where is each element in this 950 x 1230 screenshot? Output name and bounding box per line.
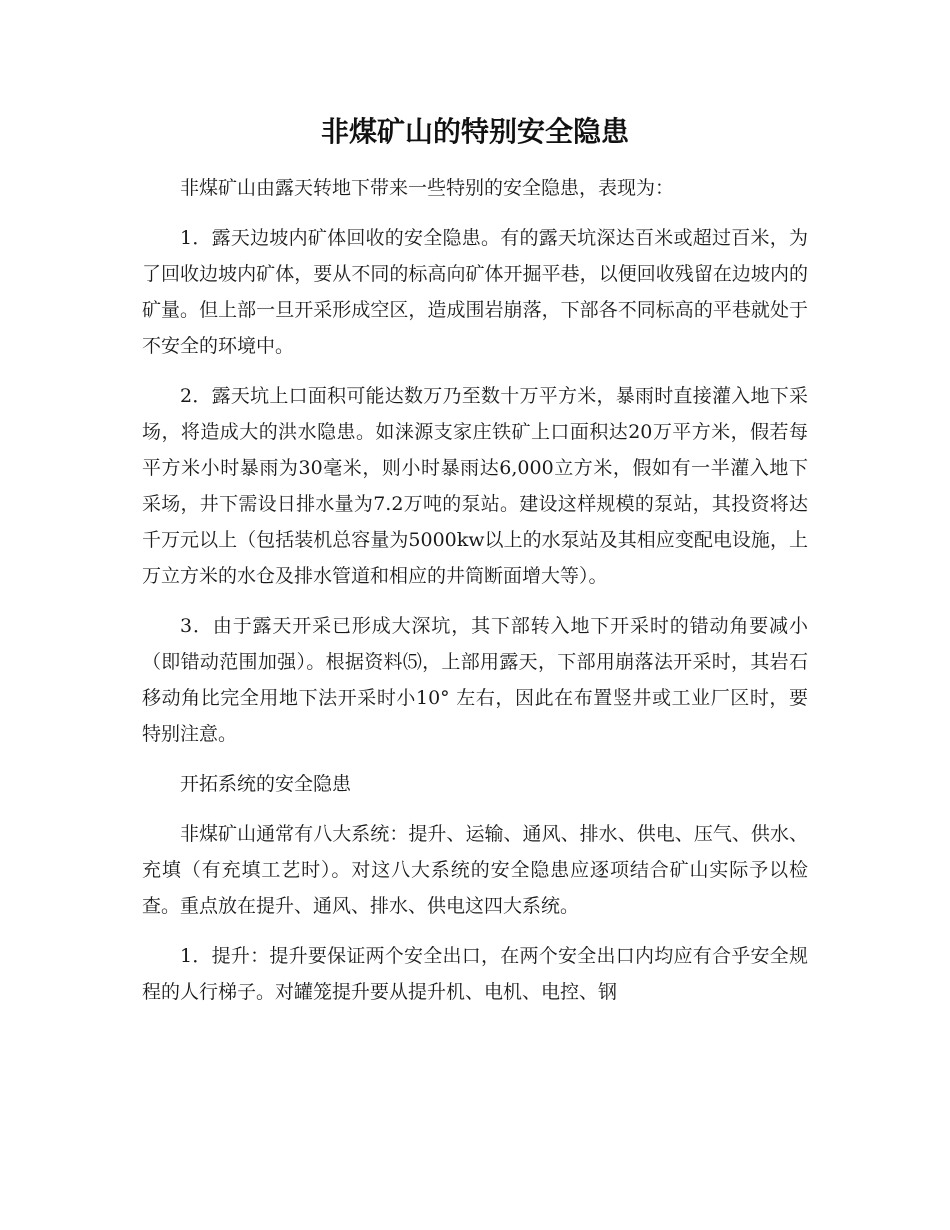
document-title: 非煤矿山的特别安全隐患	[320, 115, 629, 148]
intro-paragraph: 非煤矿山由露天转地下带来一些特别的安全隐患，表现为：	[180, 177, 675, 199]
hoisting-paragraph: 1．提升：提升要保证两个安全出口，在两个安全出口内均应有合乎安全规程的人行梯子。对罐笼提升要从提升机、电机、电控、钢	[142, 945, 808, 1003]
paragraph-item-1: 1．露天边坡内矿体回收的安全隐患。有的露天坑深达百米或超过百米，为了回收边坡内矿体，要从不同的标高向矿体开掘平巷，以便回收残留在边坡内的矿量。但上部一旦开采形成空区，造成围岩崩落，下部各不同标高的平巷就处于不安全的环境中。	[142, 227, 808, 357]
section-heading: 开拓系统的安全隐患	[180, 773, 352, 795]
systems-paragraph: 非煤矿山通常有八大系统：提升、运输、通风、排水、供电、压气、供水、充填（有充填工艺时）。对这八大系统的安全隐患应逐项结合矿山实际予以检查。重点放在提升、通风、排水、供电这四大系统。	[142, 823, 808, 917]
document-body	[142, 170, 808, 1024]
paragraph-item-3: 3．由于露天开采已形成大深坑，其下部转入地下开采时的错动角要减小（即错动范围加强）。根据资料⑸，上部用露天，下部用崩落法开采时，其岩石移动角比完全用地下法开采时小10° 左右，因此在布置竖井或工业厂区时，要特别注意。	[142, 615, 808, 745]
paragraph-item-2: 2．露天坑上口面积可能达数万乃至数十万平方米，暴雨时直接灌入地下采场，将造成大的洪水隐患。如涞源支家庄铁矿上口面积达20万平方米，假若每平方米小时暴雨为30毫米，则小时暴雨达6,000立方米，假如有一半灌入地下采场，井下需设日排水量为7.2万吨的泵站。建设这样规模的泵站，其投资将达千万元以上（包括装机总容量为5000kw以上的水泵站及其相应变配电设施，上万立方米的水仓及排水管道和相应的井筒断面增大等）。	[142, 385, 808, 587]
